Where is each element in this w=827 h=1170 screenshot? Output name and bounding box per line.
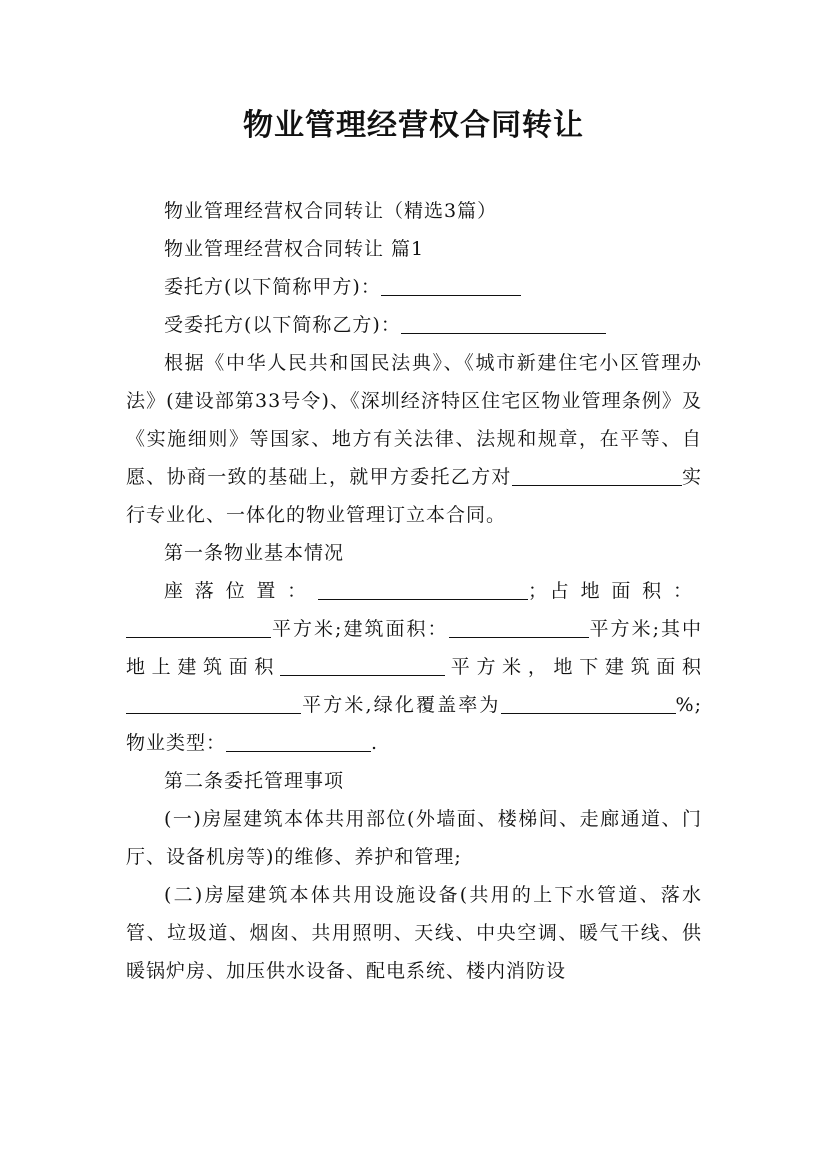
land-area-label: 占地面积：	[548, 580, 702, 602]
document-body	[126, 192, 702, 990]
item1-paragraph: (一)房屋建筑本体共用部位(外墙面、楼梯间、走廊通道、门厅、设备机房等)的维修、养护和管理;	[126, 808, 702, 868]
section-heading: 物业管理经营权合同转让 篇1	[164, 238, 425, 260]
build-area-label: 平方米;建筑面积：	[271, 618, 449, 640]
percent-sign: %;	[675, 694, 702, 716]
article2-heading: 第二条委托管理事项	[164, 770, 345, 792]
type-blank	[226, 729, 371, 752]
underground-label: 平方米，地下建筑面积	[445, 656, 702, 678]
green-blank	[501, 691, 676, 714]
build-area-blank	[449, 615, 589, 638]
location-label: 座落位置：	[164, 580, 318, 602]
basis-paragraph	[126, 344, 702, 534]
property-blank	[512, 463, 682, 486]
above-ground-label: 平方米;其中地上建筑面积	[126, 618, 703, 678]
item2-paragraph: (二)房屋建筑本体共用设施设备(共用的上下水管道、落水管、垃圾道、烟囱、共用照明、天线、中央空调、暖气干线、供暖锅炉房、加压供水设备、配电系统、楼内消防设	[126, 884, 702, 982]
document-title: 物业管理经营权合同转让	[243, 108, 584, 143]
type-label: 物业类型：	[126, 732, 227, 754]
period: .	[371, 732, 379, 754]
location-blank	[318, 577, 528, 600]
party-a-blank	[381, 273, 521, 296]
party-b-line	[126, 306, 702, 344]
above-ground-blank	[280, 653, 445, 676]
green-label: 平方米,绿化覆盖率为	[301, 694, 501, 716]
basis-tail: 实行专业化、一体化的物业管理订立本合同。	[126, 466, 702, 526]
article1-paragraph	[126, 572, 702, 762]
article1-heading: 第一条物业基本情况	[164, 542, 345, 564]
party-b-label: 受委托方(以下简称乙方)：	[164, 314, 401, 336]
underground-blank	[126, 691, 301, 714]
basis-text: 根据《中华人民共和国民法典》、《城市新建住宅小区管理办法》(建设部第33号令)、《深圳经济特区住宅区物业管理条例》及《实施细则》等国家、地方有关法律、法规和规章，在平等、自愿、协商一致的基础上，就甲方委托乙方对	[126, 352, 702, 488]
intro-line: 物业管理经营权合同转让（精选3篇）	[164, 200, 498, 222]
party-a-line	[126, 268, 702, 306]
party-b-blank	[401, 311, 606, 334]
party-a-label: 委托方(以下简称甲方)：	[164, 276, 381, 298]
semicolon: ；	[527, 580, 548, 602]
land-area-blank	[126, 615, 271, 638]
